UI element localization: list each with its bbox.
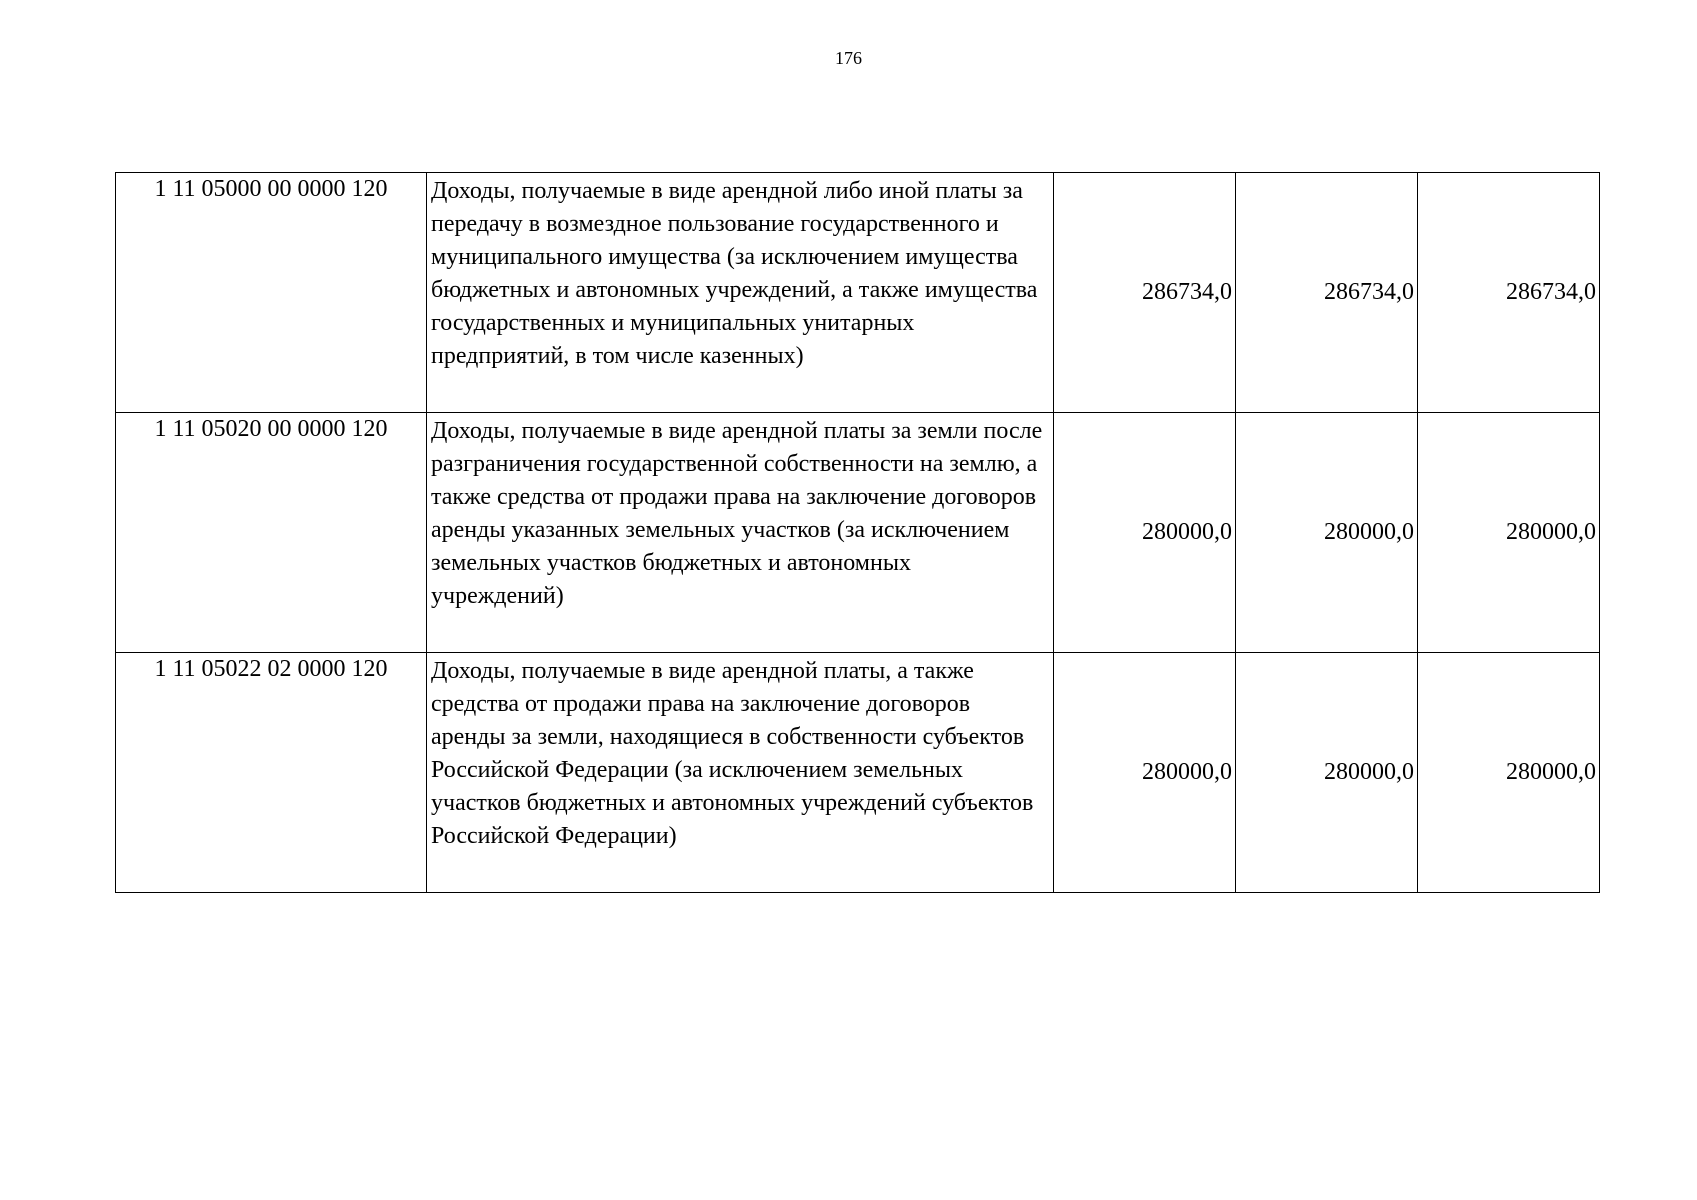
value-cell: 280000,0 (1054, 413, 1236, 653)
revenue-description-cell: Доходы, получаемые в виде арендной платы за земли после разграничения государственной собственности на землю, а также средства от продажи права на заключение договоров аренды указанных земельных участков (за исключением земельных участков бюджетных и автономных учреждений) (427, 413, 1054, 653)
value-cell: 286734,0 (1418, 173, 1600, 413)
revenue-code-cell: 1 11 05022 02 0000 120 (116, 653, 427, 893)
value-cell: 280000,0 (1236, 653, 1418, 893)
page-number: 176 (835, 48, 862, 68)
revenue-table (115, 172, 1600, 893)
table-row (116, 173, 1600, 413)
revenue-code-cell: 1 11 05020 00 0000 120 (116, 413, 427, 653)
revenue-description-cell: Доходы, получаемые в виде арендной платы, а также средства от продажи права на заключение договоров аренды за земли, находящиеся в собственности субъектов Российской Федерации (за исключением земельных участков бюджетных и автономных учреждений субъектов Российской Федерации) (427, 653, 1054, 893)
value-cell: 286734,0 (1236, 173, 1418, 413)
revenue-code-cell: 1 11 05000 00 0000 120 (116, 173, 427, 413)
value-cell: 286734,0 (1054, 173, 1236, 413)
value-cell: 280000,0 (1418, 413, 1600, 653)
value-cell: 280000,0 (1418, 653, 1600, 893)
table-row (116, 413, 1600, 653)
table-row (116, 653, 1600, 893)
value-cell: 280000,0 (1236, 413, 1418, 653)
value-cell: 280000,0 (1054, 653, 1236, 893)
revenue-description-cell: Доходы, получаемые в виде арендной либо иной платы за передачу в возмездное пользование государственного и муниципального имущества (за исключением имущества бюджетных и автономных учреждений, а также имущества государственных и муниципальных унитарных предприятий, в том числе казенных) (427, 173, 1054, 413)
